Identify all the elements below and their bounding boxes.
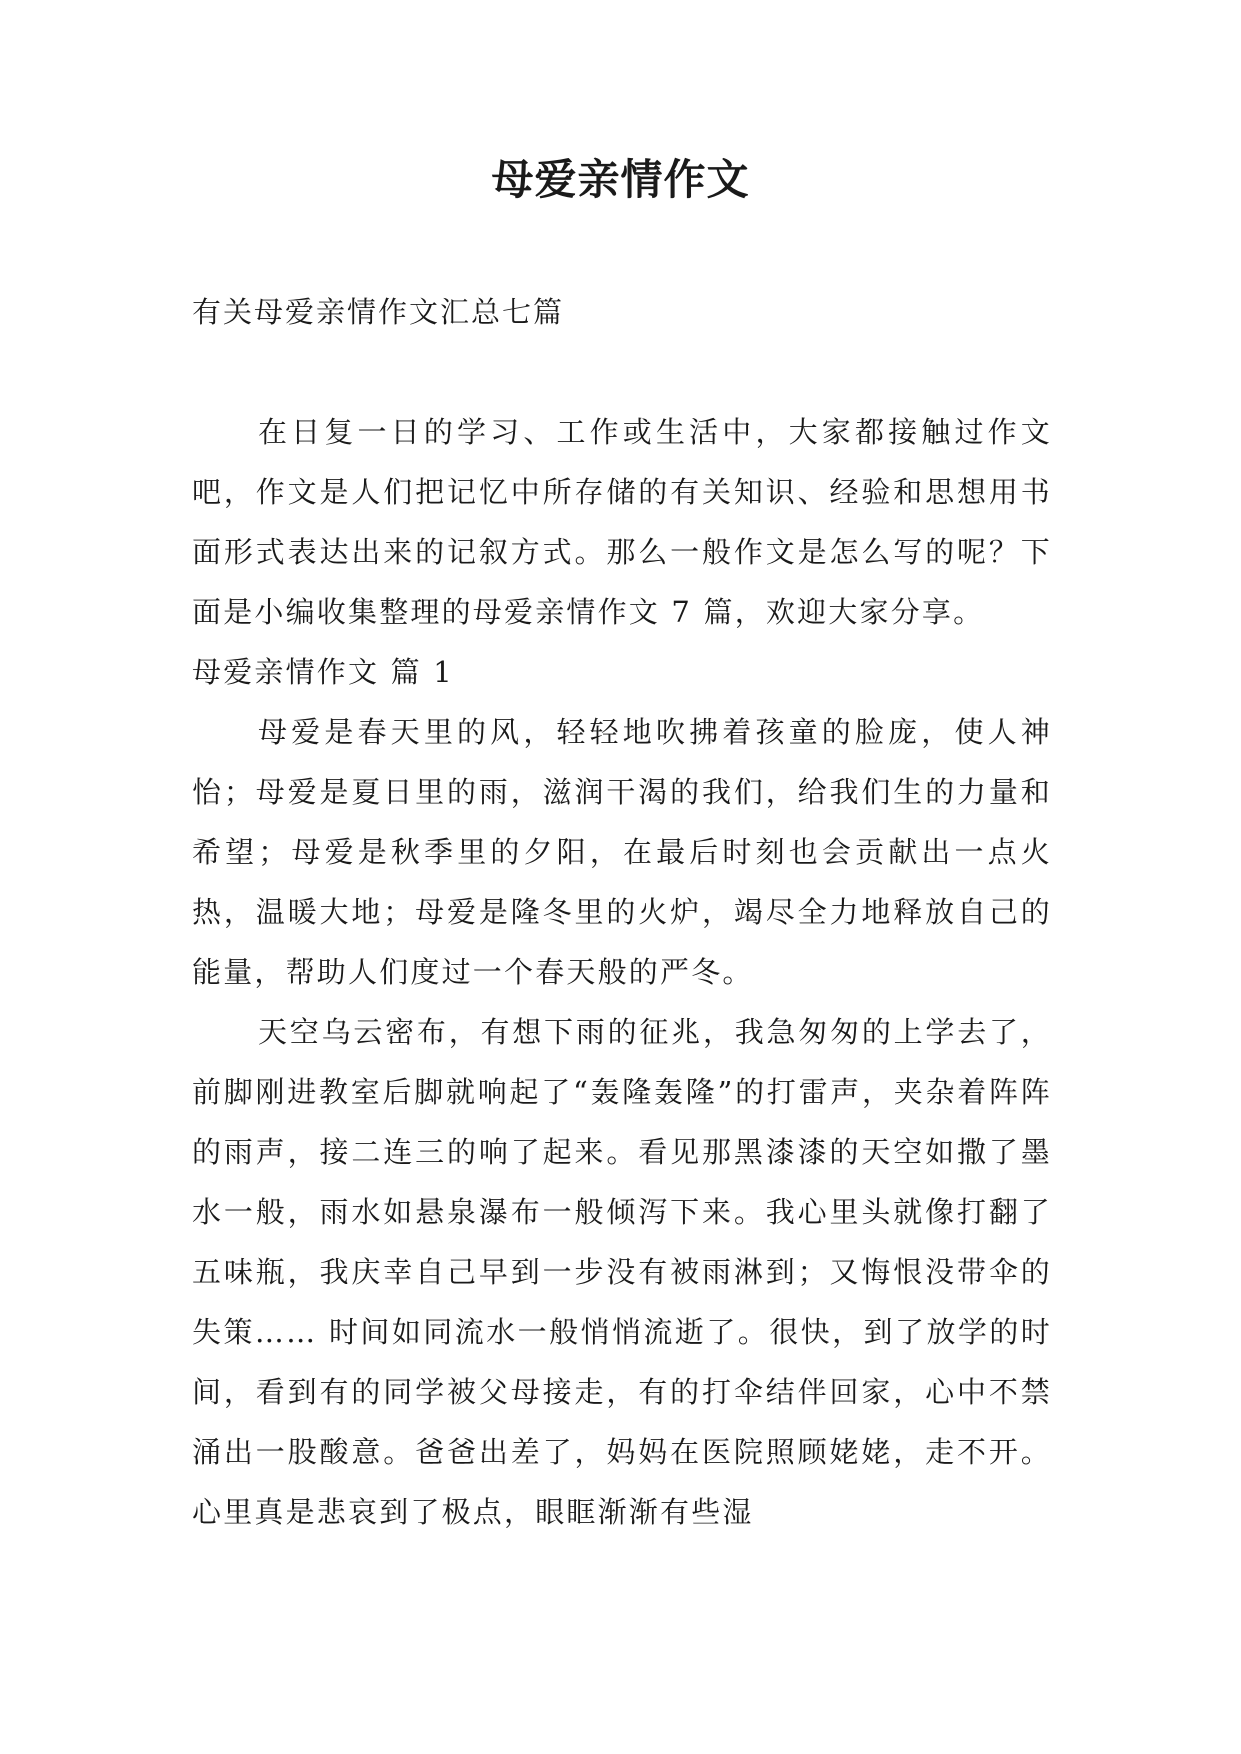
body-paragraph: 母爱是春天里的风，轻轻地吹拂着孩童的脸庞，使人神怡；母爱是夏日里的雨，滋润干渴的我们，给我们生的力量和希望；母爱是秋季里的夕阳，在最后时刻也会贡献出一点火热，温暖大地；母爱是隆冬里的火炉，竭尽全力地释放自己的能量，帮助人们度过一个春天般的严冬。 (192, 715, 1052, 989)
document-title: 母爱亲情作文 (491, 155, 750, 204)
section-heading: 母爱亲情作文 篇 1 (192, 655, 454, 689)
body-paragraph: 天空乌云密布，有想下雨的征兆，我急匆匆的上学去了，前脚刚进教室后脚就响起了“轰隆轰隆”的打雷声，夹杂着阵阵的雨声，接二连三的响了起来。看见那黑漆漆的天空如撒了墨水一般，雨水如悬泉瀑布一般倾泻下来。我心里头就像打翻了五味瓶，我庆幸自己早到一步没有被雨淋到；又悔恨没带伞的失策…… 时间如同流水一般悄悄流逝了。很快，到了放学的时间，看到有的同学被父母接走，有的打伞结伴回家，心中不禁涌出一股酸意。爸爸出差了，妈妈在医院照顾姥姥，走不开。心里真是悲哀到了极点，眼眶渐渐有些湿 (192, 1015, 1052, 1529)
intro-paragraph: 在日复一日的学习、工作或生活中，大家都接触过作文吧，作文是人们把记忆中所存储的有关知识、经验和思想用书面形式表达出来的记叙方式。那么一般作文是怎么写的呢？下面是小编收集整理的母爱亲情作文 7 篇，欢迎大家分享。 (192, 415, 1052, 629)
document-body (192, 402, 1052, 1542)
document-subtitle: 有关母爱亲情作文汇总七篇 (192, 295, 565, 329)
